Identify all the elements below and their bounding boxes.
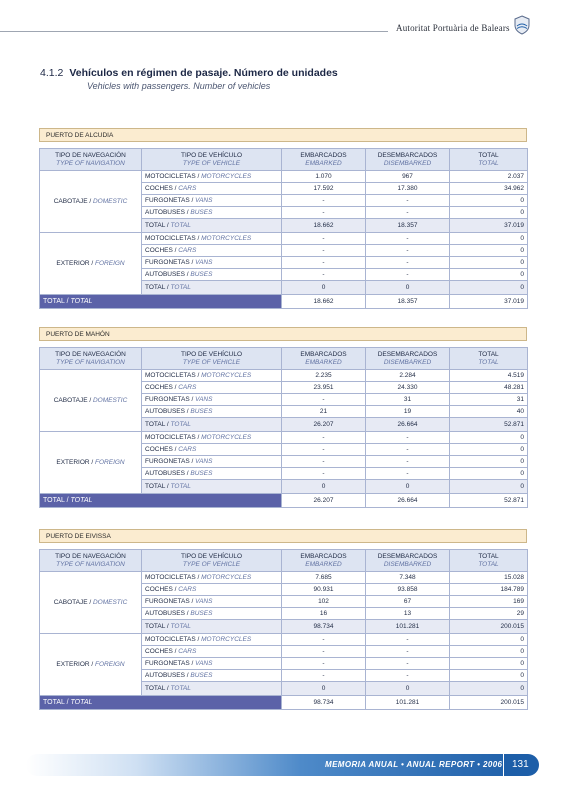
cell-embarked: 0	[282, 281, 366, 295]
cell-disembarked: 0	[366, 480, 450, 494]
label-en: FOREIGN	[95, 661, 125, 668]
label-es: TOTAL /	[43, 497, 69, 504]
label-es: COCHES /	[145, 247, 177, 254]
label-es: TOTAL /	[145, 685, 169, 692]
label-en: DISEMBARKED	[383, 560, 432, 568]
cell-embarked: -	[282, 468, 366, 480]
cell-disembarked: -	[366, 468, 450, 480]
veh-vans	[142, 195, 282, 207]
cell-total: 4.519	[450, 370, 528, 382]
cell-disembarked: 967	[366, 171, 450, 183]
veh-vans	[142, 257, 282, 269]
veh-total	[142, 219, 282, 233]
veh-buses	[142, 670, 282, 682]
veh-vans	[142, 658, 282, 670]
cell-embarked: -	[282, 670, 366, 682]
label-en: EMBARKED	[305, 159, 342, 167]
port-block-eivissa	[39, 529, 527, 710]
veh-buses	[142, 608, 282, 620]
label-es: FURGONETAS /	[145, 660, 194, 667]
cell-disembarked: 19	[366, 406, 450, 418]
cell-embarked: 0	[282, 480, 366, 494]
veh-buses	[142, 269, 282, 281]
cell-disembarked: 0	[366, 682, 450, 696]
cell-embarked: -	[282, 257, 366, 269]
cell-embarked: 7.685	[282, 572, 366, 584]
label-es: TIPO DE NAVEGACIÓN	[55, 552, 126, 560]
label-en: FOREIGN	[95, 459, 125, 466]
nav-exterior	[40, 233, 142, 295]
label-es: AUTOBUSES /	[145, 408, 189, 415]
label-en: TYPE OF NAVIGATION	[56, 159, 125, 167]
cell-total: 37.019	[450, 219, 528, 233]
header-organization: Autoritat Portuària de Balears	[396, 23, 510, 33]
table-header-row	[40, 149, 528, 171]
cell-disembarked: 13	[366, 608, 450, 620]
label-en: DOMESTIC	[92, 397, 128, 404]
label-es: CABOTAJE /	[53, 198, 92, 205]
label-en: TYPE OF VEHICLE	[182, 560, 241, 568]
nav-cabotaje	[40, 171, 142, 233]
cell-embarked: 18.662	[282, 295, 366, 309]
cell-total: 0	[450, 233, 528, 245]
label-en: TOTAL	[478, 159, 499, 167]
cell-total: 0	[450, 281, 528, 295]
col-total	[450, 149, 528, 171]
cell-embarked: 23.951	[282, 382, 366, 394]
label-es: MOTOCICLETAS /	[145, 636, 200, 643]
cell-disembarked: 18.357	[366, 295, 450, 309]
cell-total: 34.962	[450, 183, 528, 195]
label-en: TOTAL	[170, 421, 191, 428]
veh-motorcycles	[142, 572, 282, 584]
cell-total: 0	[450, 646, 528, 658]
cell-embarked: 21	[282, 406, 366, 418]
cell-disembarked: -	[366, 245, 450, 257]
table-header-row	[40, 348, 528, 370]
label-en: TOTAL	[170, 623, 191, 630]
cell-disembarked: -	[366, 432, 450, 444]
cell-total: 48.281	[450, 382, 528, 394]
label-en: TOTAL	[478, 560, 499, 568]
cell-total: 0	[450, 207, 528, 219]
label-es: EMBARCADOS	[300, 552, 347, 560]
nav-exterior	[40, 432, 142, 494]
cell-embarked: -	[282, 634, 366, 646]
col-vehicle	[142, 348, 282, 370]
cell-total: 2.037	[450, 171, 528, 183]
port-name: PUERTO DE ALCUDIA	[39, 128, 527, 142]
label-es: MOTOCICLETAS /	[145, 173, 200, 180]
cell-embarked: 1.070	[282, 171, 366, 183]
label-es: AUTOBUSES /	[145, 610, 189, 617]
table-row	[40, 432, 528, 444]
label-en: BUSES	[190, 209, 213, 216]
cell-disembarked: -	[366, 634, 450, 646]
cell-total: 0	[450, 670, 528, 682]
cell-embarked: 90.931	[282, 584, 366, 596]
table-row	[40, 572, 528, 584]
label-en: EMBARKED	[305, 358, 342, 366]
col-total	[450, 550, 528, 572]
label-en: TOTAL	[70, 699, 93, 706]
veh-total	[142, 281, 282, 295]
label-es: COCHES /	[145, 185, 177, 192]
cell-embarked: 17.592	[282, 183, 366, 195]
port-block-mahon	[39, 327, 527, 508]
cell-total: 200.015	[450, 620, 528, 634]
label-en: MOTORCYCLES	[201, 636, 252, 643]
col-embarked	[282, 348, 366, 370]
cell-disembarked: 18.357	[366, 219, 450, 233]
label-en: MOTORCYCLES	[201, 235, 252, 242]
cell-total: 0	[450, 432, 528, 444]
cell-embarked: -	[282, 269, 366, 281]
section-title	[40, 67, 338, 79]
cell-embarked: -	[282, 646, 366, 658]
label-en: VANS	[195, 598, 213, 605]
label-en: BUSES	[190, 271, 213, 278]
label-es: FURGONETAS /	[145, 396, 194, 403]
label-es: EXTERIOR /	[56, 459, 94, 466]
col-vehicle	[142, 550, 282, 572]
label-en: CARS	[178, 247, 197, 254]
label-es: COCHES /	[145, 446, 177, 453]
veh-total	[142, 682, 282, 696]
label-en: DOMESTIC	[92, 198, 128, 205]
port-authority-logo	[513, 15, 531, 35]
cell-total: 0	[450, 257, 528, 269]
cell-embarked: 98.734	[282, 696, 366, 710]
port-name: PUERTO DE EIVISSA	[39, 529, 527, 543]
cell-total: 52.871	[450, 418, 528, 432]
header-rule	[0, 31, 388, 32]
cell-embarked: -	[282, 658, 366, 670]
cell-embarked: -	[282, 432, 366, 444]
cell-total: 40	[450, 406, 528, 418]
label-es: EXTERIOR /	[56, 661, 94, 668]
cell-embarked: 26.207	[282, 494, 366, 508]
veh-vans	[142, 596, 282, 608]
col-disembarked	[366, 348, 450, 370]
grand-total-label	[40, 696, 282, 710]
label-en: BUSES	[190, 610, 213, 617]
label-es: EXTERIOR /	[56, 260, 94, 267]
cell-embarked: 102	[282, 596, 366, 608]
veh-buses	[142, 406, 282, 418]
cell-total: 0	[450, 444, 528, 456]
label-en: TOTAL	[70, 298, 93, 305]
cell-embarked: 0	[282, 682, 366, 696]
label-en: TYPE OF VEHICLE	[182, 159, 241, 167]
label-en: VANS	[195, 396, 213, 403]
cell-embarked: -	[282, 207, 366, 219]
page-number: 131	[512, 759, 529, 770]
col-disembarked	[366, 149, 450, 171]
veh-motorcycles	[142, 171, 282, 183]
cell-disembarked: 67	[366, 596, 450, 608]
label-es: TOTAL /	[145, 222, 169, 229]
cell-total: 0	[450, 245, 528, 257]
cell-disembarked: 0	[366, 281, 450, 295]
cell-disembarked: 93.858	[366, 584, 450, 596]
label-en: CARS	[178, 185, 197, 192]
label-es: MOTOCICLETAS /	[145, 574, 200, 581]
veh-buses	[142, 468, 282, 480]
cell-embarked: -	[282, 394, 366, 406]
label-en: MOTORCYCLES	[201, 372, 252, 379]
veh-cars	[142, 245, 282, 257]
cell-embarked: -	[282, 456, 366, 468]
label-es: EMBARCADOS	[300, 151, 347, 159]
cell-total: 29	[450, 608, 528, 620]
label-es: EMBARCADOS	[300, 350, 347, 358]
veh-vans	[142, 456, 282, 468]
label-es: CABOTAJE /	[53, 397, 92, 404]
cell-disembarked: 7.348	[366, 572, 450, 584]
cell-total: 184.789	[450, 584, 528, 596]
label-es: TOTAL /	[43, 699, 69, 706]
label-en: CARS	[178, 648, 197, 655]
label-en: TYPE OF NAVIGATION	[56, 560, 125, 568]
cell-disembarked: -	[366, 207, 450, 219]
col-embarked	[282, 149, 366, 171]
veh-motorcycles	[142, 634, 282, 646]
col-disembarked	[366, 550, 450, 572]
section-title-text: Vehículos en régimen de pasaje. Número de unidades	[69, 67, 338, 79]
cell-total: 0	[450, 468, 528, 480]
table-row	[40, 370, 528, 382]
veh-buses	[142, 207, 282, 219]
label-es: TIPO DE VEHÍCULO	[180, 350, 243, 358]
cell-embarked: -	[282, 195, 366, 207]
cell-total: 0	[450, 269, 528, 281]
cell-disembarked: -	[366, 269, 450, 281]
label-es: TIPO DE NAVEGACIÓN	[55, 350, 126, 358]
label-en: VANS	[195, 660, 213, 667]
col-vehicle	[142, 149, 282, 171]
cell-total: 37.019	[450, 295, 528, 309]
cell-embarked: 98.734	[282, 620, 366, 634]
label-es: COCHES /	[145, 586, 177, 593]
footer-text: MEMORIA ANUAL • ANUAL REPORT • 2006	[325, 760, 503, 769]
table-header-row	[40, 550, 528, 572]
cell-disembarked: 101.281	[366, 620, 450, 634]
cell-total: 31	[450, 394, 528, 406]
cell-disembarked: 101.281	[366, 696, 450, 710]
veh-vans	[142, 394, 282, 406]
cell-total: 0	[450, 195, 528, 207]
label-es: MOTOCICLETAS /	[145, 434, 200, 441]
label-en: FOREIGN	[95, 260, 125, 267]
cell-disembarked: 26.664	[366, 418, 450, 432]
label-es: COCHES /	[145, 648, 177, 655]
label-es: FURGONETAS /	[145, 458, 194, 465]
cell-embarked: 16	[282, 608, 366, 620]
label-es: TOTAL	[478, 151, 499, 159]
cell-embarked: 18.662	[282, 219, 366, 233]
veh-motorcycles	[142, 432, 282, 444]
label-en: DISEMBARKED	[383, 159, 432, 167]
label-en: BUSES	[190, 672, 213, 679]
label-en: DISEMBARKED	[383, 358, 432, 366]
label-es: TOTAL /	[43, 298, 69, 305]
label-en: TYPE OF NAVIGATION	[56, 358, 125, 366]
col-navigation	[40, 149, 142, 171]
grand-total-label	[40, 295, 282, 309]
cell-total: 169	[450, 596, 528, 608]
cell-disembarked: -	[366, 444, 450, 456]
port-name: PUERTO DE MAHÓN	[39, 327, 527, 341]
label-en: VANS	[195, 197, 213, 204]
table-row	[40, 171, 528, 183]
veh-cars	[142, 444, 282, 456]
label-en: CARS	[178, 384, 197, 391]
cell-total: 52.871	[450, 494, 528, 508]
cell-disembarked: -	[366, 456, 450, 468]
cell-embarked: -	[282, 444, 366, 456]
label-en: DOMESTIC	[92, 599, 128, 606]
nav-cabotaje	[40, 572, 142, 634]
port-block-alcudia	[39, 128, 527, 309]
veh-motorcycles	[142, 370, 282, 382]
cell-total: 15.028	[450, 572, 528, 584]
cell-disembarked: 17.380	[366, 183, 450, 195]
label-en: TOTAL	[170, 483, 191, 490]
label-en: CARS	[178, 446, 197, 453]
label-en: BUSES	[190, 408, 213, 415]
label-es: MOTOCICLETAS /	[145, 235, 200, 242]
label-es: TOTAL /	[145, 284, 169, 291]
label-en: TOTAL	[70, 497, 93, 504]
cell-disembarked: -	[366, 646, 450, 658]
nav-exterior	[40, 634, 142, 696]
col-embarked	[282, 550, 366, 572]
label-en: TOTAL	[170, 284, 191, 291]
vehicle-table	[39, 347, 528, 508]
grand-total-row	[40, 295, 528, 309]
cell-total: 0	[450, 456, 528, 468]
grand-total-row	[40, 696, 528, 710]
label-es: FURGONETAS /	[145, 259, 194, 266]
label-en: TOTAL	[478, 358, 499, 366]
veh-total	[142, 620, 282, 634]
label-es: MOTOCICLETAS /	[145, 372, 200, 379]
cell-total: 0	[450, 480, 528, 494]
label-en: TOTAL	[170, 685, 191, 692]
cell-disembarked: -	[366, 257, 450, 269]
label-es: DESEMBARCADOS	[377, 350, 438, 358]
cell-embarked: 2.235	[282, 370, 366, 382]
footer-separator	[503, 754, 504, 776]
label-es: TIPO DE VEHÍCULO	[180, 552, 243, 560]
label-en: EMBARKED	[305, 560, 342, 568]
col-navigation	[40, 550, 142, 572]
label-en: MOTORCYCLES	[201, 173, 252, 180]
veh-total	[142, 418, 282, 432]
label-es: AUTOBUSES /	[145, 672, 189, 679]
vehicle-table	[39, 148, 528, 309]
cell-total: 0	[450, 634, 528, 646]
veh-motorcycles	[142, 233, 282, 245]
table-row	[40, 634, 528, 646]
col-navigation	[40, 348, 142, 370]
cell-embarked: -	[282, 233, 366, 245]
label-en: TYPE OF VEHICLE	[182, 358, 241, 366]
label-en: CARS	[178, 586, 197, 593]
veh-cars	[142, 183, 282, 195]
label-es: TOTAL	[478, 552, 499, 560]
col-total	[450, 348, 528, 370]
cell-disembarked: -	[366, 233, 450, 245]
label-en: BUSES	[190, 470, 213, 477]
label-es: COCHES /	[145, 384, 177, 391]
label-es: AUTOBUSES /	[145, 271, 189, 278]
table-row	[40, 233, 528, 245]
cell-disembarked: 2.284	[366, 370, 450, 382]
label-es: TOTAL	[478, 350, 499, 358]
label-en: MOTORCYCLES	[201, 434, 252, 441]
cell-disembarked: -	[366, 195, 450, 207]
veh-cars	[142, 584, 282, 596]
label-es: TOTAL /	[145, 483, 169, 490]
label-es: TOTAL /	[145, 623, 169, 630]
label-es: FURGONETAS /	[145, 197, 194, 204]
cell-disembarked: 26.664	[366, 494, 450, 508]
cell-disembarked: 24.330	[366, 382, 450, 394]
cell-disembarked: -	[366, 670, 450, 682]
label-es: DESEMBARCADOS	[377, 151, 438, 159]
cell-disembarked: 31	[366, 394, 450, 406]
label-es: TIPO DE VEHÍCULO	[180, 151, 243, 159]
label-en: TOTAL	[170, 222, 191, 229]
label-es: DESEMBARCADOS	[377, 552, 438, 560]
label-es: TIPO DE NAVEGACIÓN	[55, 151, 126, 159]
cell-embarked: 26.207	[282, 418, 366, 432]
veh-total	[142, 480, 282, 494]
label-es: AUTOBUSES /	[145, 470, 189, 477]
vehicle-table	[39, 549, 528, 710]
veh-cars	[142, 382, 282, 394]
section-number: 4.1.2	[40, 67, 64, 79]
cell-total: 200.015	[450, 696, 528, 710]
label-en: VANS	[195, 458, 213, 465]
label-es: AUTOBUSES /	[145, 209, 189, 216]
cell-total: 0	[450, 682, 528, 696]
veh-cars	[142, 646, 282, 658]
label-es: TOTAL /	[145, 421, 169, 428]
cell-embarked: -	[282, 245, 366, 257]
cell-total: 0	[450, 658, 528, 670]
label-en: MOTORCYCLES	[201, 574, 252, 581]
grand-total-label	[40, 494, 282, 508]
label-es: FURGONETAS /	[145, 598, 194, 605]
label-es: CABOTAJE /	[53, 599, 92, 606]
grand-total-row	[40, 494, 528, 508]
nav-cabotaje	[40, 370, 142, 432]
label-en: VANS	[195, 259, 213, 266]
section-subtitle: Vehicles with passengers. Number of vehicles	[87, 81, 271, 91]
cell-disembarked: -	[366, 658, 450, 670]
